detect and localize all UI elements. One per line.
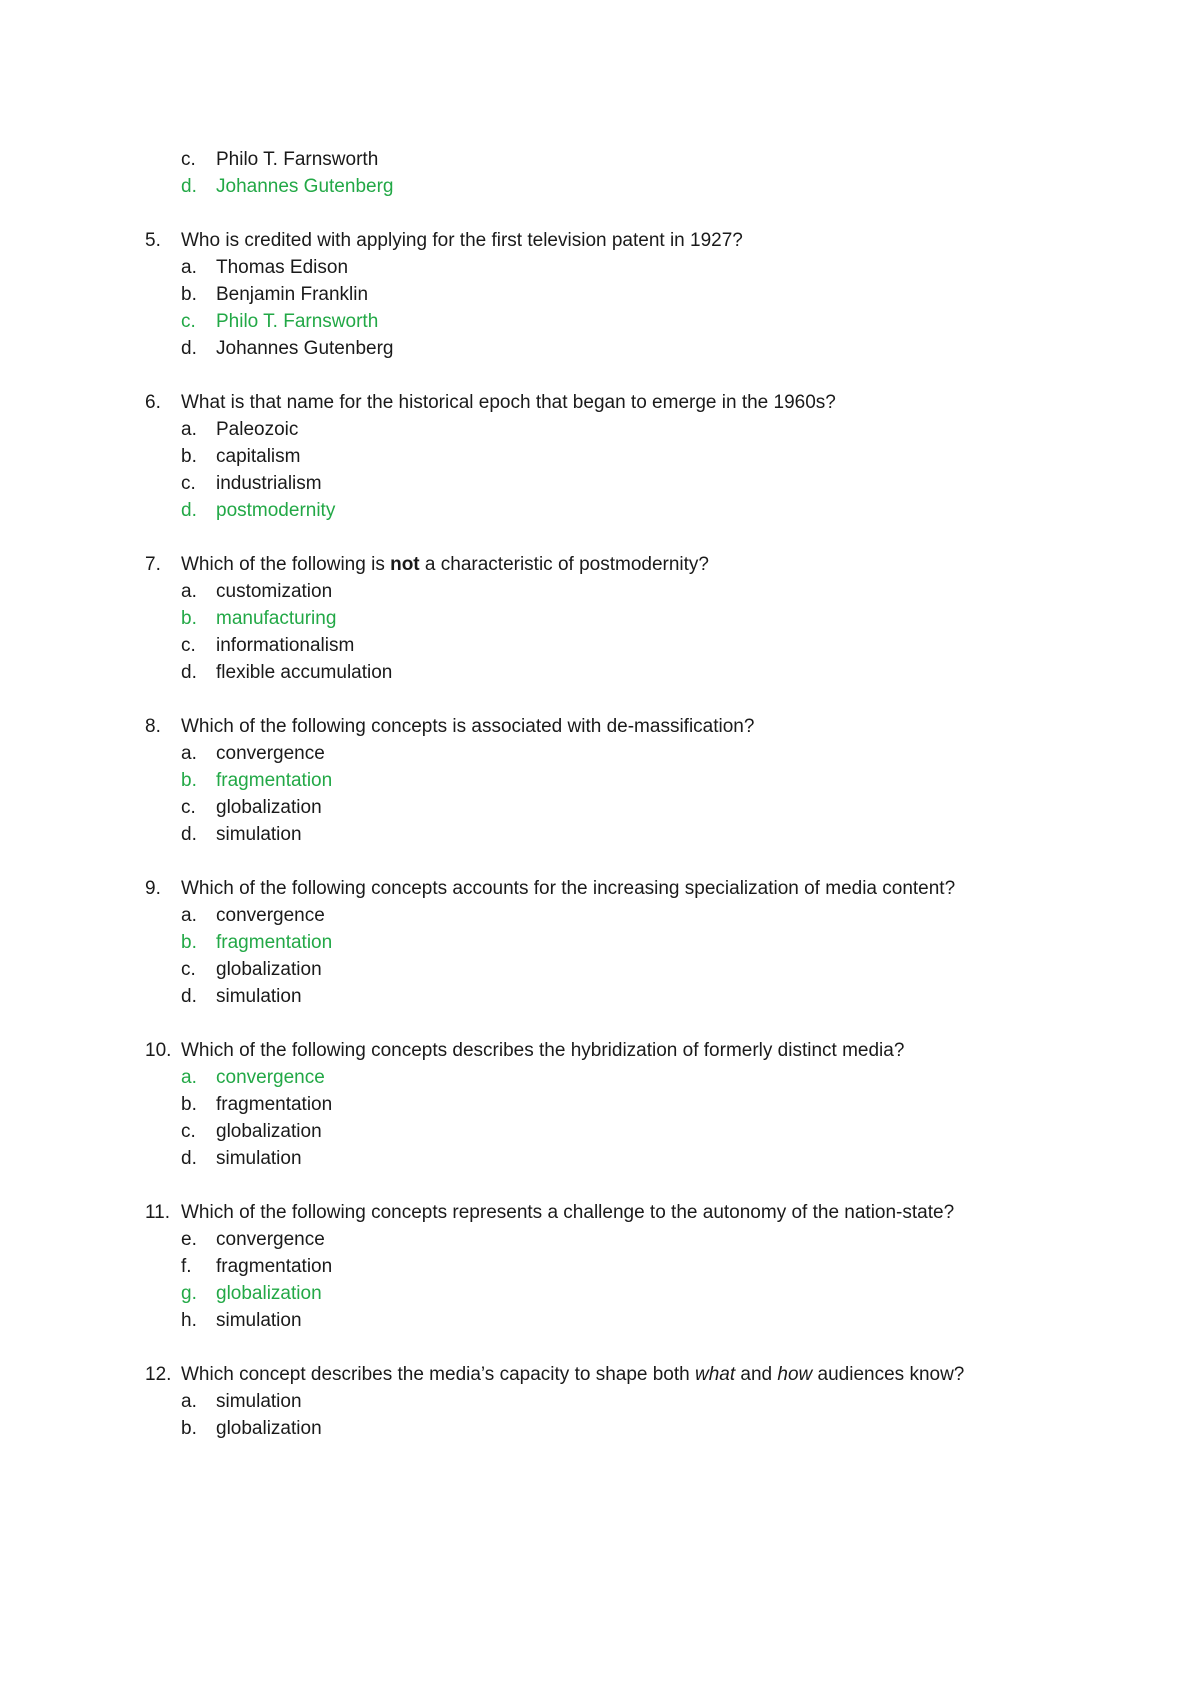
option-label: b. — [181, 1094, 197, 1115]
option-line — [145, 146, 1045, 173]
option-line — [145, 281, 1045, 308]
question-number: 6. — [145, 392, 161, 413]
option-line — [145, 1415, 1045, 1442]
option-label: b. — [181, 446, 197, 467]
option-label: d. — [181, 1148, 197, 1169]
option-label: a. — [181, 743, 197, 764]
option-text: globalization — [216, 797, 322, 818]
question-text-part: a characteristic of postmodernity? — [419, 554, 709, 575]
question-text-bold: not — [390, 554, 420, 575]
option-label: a. — [181, 257, 197, 278]
option-line — [145, 1226, 1045, 1253]
question-text-italic: what — [695, 1364, 736, 1385]
option-line — [145, 632, 1045, 659]
option-label: d. — [181, 176, 197, 197]
question-6 — [145, 389, 1045, 416]
option-text: simulation — [216, 824, 302, 845]
question-number: 9. — [145, 878, 161, 899]
option-text: simulation — [216, 1148, 302, 1169]
option-line-correct — [145, 605, 1045, 632]
option-label: a. — [181, 1391, 197, 1412]
option-text: fragmentation — [216, 1094, 333, 1115]
option-line-correct — [145, 1280, 1045, 1307]
option-text: Benjamin Franklin — [216, 284, 369, 305]
option-label: d. — [181, 824, 197, 845]
option-line — [145, 1145, 1045, 1172]
question-12 — [145, 1361, 1045, 1388]
option-text: capitalism — [216, 446, 301, 467]
option-text: postmodernity — [216, 500, 336, 521]
option-label: d. — [181, 662, 197, 683]
option-line-correct — [145, 497, 1045, 524]
option-line-correct — [145, 1064, 1045, 1091]
option-label: b. — [181, 1418, 197, 1439]
option-text: globalization — [216, 1283, 322, 1304]
question-text: Which of the following concepts represents a challenge to the autonomy of the nation-state? — [181, 1202, 955, 1223]
question-number: 7. — [145, 554, 161, 575]
question-text-part: and — [735, 1364, 778, 1385]
option-text: convergence — [216, 905, 325, 926]
option-line-correct — [145, 767, 1045, 794]
option-text: globalization — [216, 1121, 322, 1142]
question-number: 8. — [145, 716, 161, 737]
option-label: d. — [181, 500, 197, 521]
option-text: simulation — [216, 1310, 302, 1331]
option-label: e. — [181, 1229, 197, 1250]
option-line — [145, 740, 1045, 767]
option-text: Johannes Gutenberg — [216, 176, 394, 197]
option-line — [145, 1091, 1045, 1118]
option-line-correct — [145, 929, 1045, 956]
option-line — [145, 1307, 1045, 1334]
option-label: a. — [181, 905, 197, 926]
option-label: c. — [181, 1121, 196, 1142]
option-line — [145, 1253, 1045, 1280]
option-label: c. — [181, 473, 196, 494]
option-line — [145, 1388, 1045, 1415]
option-text: informationalism — [216, 635, 355, 656]
option-line — [145, 983, 1045, 1010]
option-line — [145, 578, 1045, 605]
quiz-content — [145, 146, 1045, 1442]
option-text: Paleozoic — [216, 419, 299, 440]
option-text: flexible accumulation — [216, 662, 393, 683]
option-label: c. — [181, 311, 196, 332]
option-line-correct — [145, 173, 1045, 200]
option-text: Philo T. Farnsworth — [216, 311, 379, 332]
option-text: simulation — [216, 1391, 302, 1412]
question-7 — [145, 551, 1045, 578]
option-label: a. — [181, 419, 197, 440]
question-text: Who is credited with applying for the first television patent in 1927? — [181, 230, 743, 251]
question-text-italic: how — [777, 1364, 813, 1385]
option-line — [145, 659, 1045, 686]
option-text: convergence — [216, 743, 325, 764]
question-10 — [145, 1037, 1045, 1064]
option-line-correct — [145, 308, 1045, 335]
option-label: f. — [181, 1256, 192, 1277]
option-line — [145, 902, 1045, 929]
option-label: b. — [181, 608, 197, 629]
option-line — [145, 956, 1045, 983]
option-label: c. — [181, 959, 196, 980]
question-text-part: Which concept describes the media’s capacity to shape both — [181, 1364, 695, 1385]
option-line — [145, 335, 1045, 362]
option-text: manufacturing — [216, 608, 337, 629]
question-8 — [145, 713, 1045, 740]
question-text: Which of the following concepts describes the hybridization of formerly distinct media? — [181, 1040, 905, 1061]
option-text: simulation — [216, 986, 302, 1007]
option-text: Johannes Gutenberg — [216, 338, 394, 359]
option-label: a. — [181, 1067, 197, 1088]
option-line — [145, 1118, 1045, 1145]
option-label: b. — [181, 770, 197, 791]
option-text: convergence — [216, 1067, 325, 1088]
question-number: 10. — [145, 1040, 172, 1061]
option-label: b. — [181, 932, 197, 953]
option-line — [145, 821, 1045, 848]
option-line — [145, 254, 1045, 281]
question-text: Which of the following concepts is associated with de-massification? — [181, 716, 755, 737]
option-text: convergence — [216, 1229, 325, 1250]
option-label: d. — [181, 338, 197, 359]
option-label: c. — [181, 149, 196, 170]
option-label: b. — [181, 284, 197, 305]
question-text: Which of the following concepts accounts for the increasing specialization of media content? — [181, 878, 956, 899]
option-label: a. — [181, 581, 197, 602]
option-text: fragmentation — [216, 1256, 333, 1277]
question-5 — [145, 227, 1045, 254]
option-text: customization — [216, 581, 333, 602]
option-text: fragmentation — [216, 932, 333, 953]
option-label: d. — [181, 986, 197, 1007]
option-text: Philo T. Farnsworth — [216, 149, 379, 170]
option-line — [145, 443, 1045, 470]
question-number: 12. — [145, 1364, 172, 1385]
option-text: globalization — [216, 1418, 322, 1439]
option-text: fragmentation — [216, 770, 333, 791]
option-label: h. — [181, 1310, 197, 1331]
question-text — [181, 551, 1045, 578]
question-text-part: Which of the following is — [181, 554, 391, 575]
option-label: c. — [181, 797, 196, 818]
option-line — [145, 470, 1045, 497]
question-number: 11. — [145, 1202, 171, 1223]
option-label: c. — [181, 635, 196, 656]
question-text: What is that name for the historical epoch that began to emerge in the 1960s? — [181, 392, 836, 413]
question-11 — [145, 1199, 1045, 1226]
question-text — [181, 1361, 1045, 1388]
option-text: industrialism — [216, 473, 322, 494]
question-number: 5. — [145, 230, 161, 251]
option-label: g. — [181, 1283, 197, 1304]
option-text: Thomas Edison — [216, 257, 349, 278]
question-text-part: audiences know? — [812, 1364, 965, 1385]
question-9 — [145, 875, 1045, 902]
option-line — [145, 416, 1045, 443]
option-line — [145, 794, 1045, 821]
option-text: globalization — [216, 959, 322, 980]
